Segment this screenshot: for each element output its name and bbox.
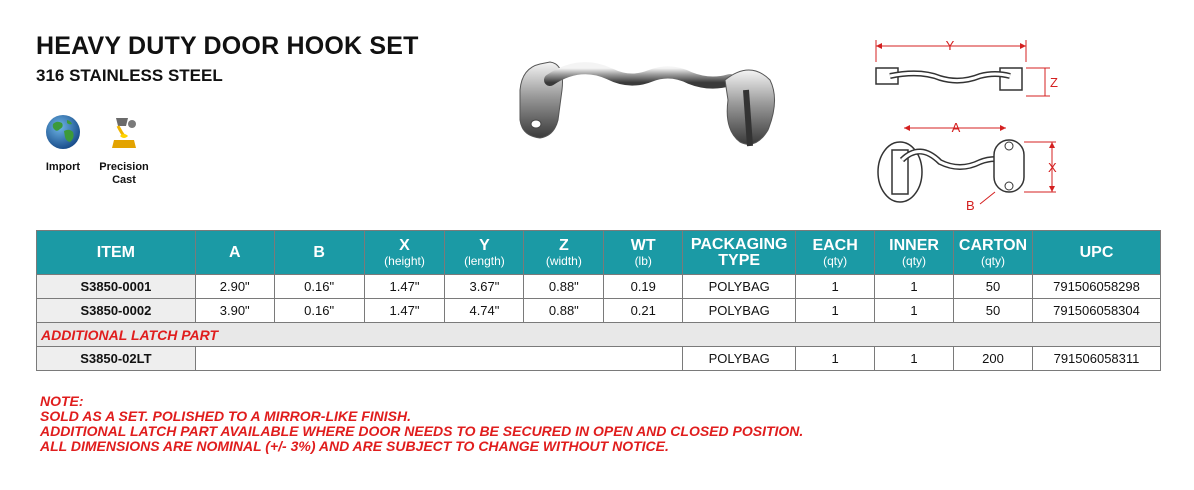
table-header-row	[37, 231, 1161, 275]
item-cell: S3850-0001	[37, 275, 196, 299]
column-header-x: X (height)	[364, 231, 445, 275]
dimension-label-y: Y	[945, 38, 955, 53]
a-cell: 2.90"	[195, 275, 274, 299]
x-cell: 1.47"	[364, 299, 445, 323]
import-badge	[28, 114, 98, 174]
b-cell: 0.16"	[274, 299, 364, 323]
badge-label: Import	[45, 161, 81, 173]
note-line: SOLD AS A SET. POLISHED TO A MIRROR-LIKE FINISH.	[40, 408, 412, 424]
notes-heading: NOTE:	[40, 393, 84, 409]
wt-cell: 0.19	[604, 275, 683, 299]
casting-icon	[106, 114, 142, 150]
page-subtitle: 316 STAINLESS STEEL	[36, 66, 223, 85]
upc-cell: 791506058304	[1032, 299, 1160, 323]
column-header-b: B	[274, 231, 364, 275]
column-header-packaging: PACKAGING TYPE	[683, 231, 796, 275]
inner-cell: 1	[875, 299, 954, 323]
y-cell: 4.74"	[445, 299, 524, 323]
z-cell: 0.88"	[524, 275, 604, 299]
dimension-label-x: X	[1048, 160, 1057, 175]
each-cell: 1	[796, 299, 875, 323]
inner-cell: 1	[875, 347, 954, 371]
note-line: ALL DIMENSIONS ARE NOMINAL (+/- 3%) AND ARE SUBJECT TO CHANGE WITHOUT NOTICE.	[40, 438, 669, 454]
a-cell: 3.90"	[195, 299, 274, 323]
table-row	[37, 275, 1161, 299]
empty-dimension-cell	[195, 347, 682, 371]
x-cell: 1.47"	[364, 275, 445, 299]
each-cell: 1	[796, 347, 875, 371]
globe-icon	[45, 114, 81, 150]
packaging-cell: POLYBAG	[683, 275, 796, 299]
dimension-label-a: A	[951, 120, 961, 135]
dimension-label-z: Z	[1050, 75, 1058, 90]
precision-cast-badge	[89, 114, 159, 187]
table-row	[37, 347, 1161, 371]
each-cell: 1	[796, 275, 875, 299]
section-row	[37, 323, 1161, 347]
column-header-carton: CARTON (qty)	[954, 231, 1033, 275]
dimension-label-b: B	[966, 198, 975, 213]
carton-cell: 200	[954, 347, 1033, 371]
column-header-inner: INNER (qty)	[875, 231, 954, 275]
page-title: HEAVY DUTY DOOR HOOK SET	[36, 32, 419, 60]
notes-block	[40, 394, 803, 454]
packaging-cell: POLYBAG	[683, 347, 796, 371]
y-cell: 3.67"	[445, 275, 524, 299]
upc-cell: 791506058311	[1032, 347, 1160, 371]
upc-cell: 791506058298	[1032, 275, 1160, 299]
note-line: ADDITIONAL LATCH PART AVAILABLE WHERE DOOR NEEDS TO BE SECURED IN OPEN AND CLOSED POSITION.	[40, 423, 804, 439]
column-header-z: Z (width)	[524, 231, 604, 275]
product-photo	[510, 50, 800, 160]
b-cell: 0.16"	[274, 275, 364, 299]
column-header-each: EACH (qty)	[796, 231, 875, 275]
column-header-upc: UPC	[1032, 231, 1160, 275]
column-header-wt: WT (lb)	[604, 231, 683, 275]
carton-cell: 50	[954, 275, 1033, 299]
section-label: ADDITIONAL LATCH PART	[37, 323, 1161, 347]
column-header-a: A	[195, 231, 274, 275]
specifications-table	[36, 230, 1161, 371]
table-row	[37, 299, 1161, 323]
item-cell: S3850-02LT	[37, 347, 196, 371]
inner-cell: 1	[875, 275, 954, 299]
column-header-item: ITEM	[37, 231, 196, 275]
item-cell: S3850-0002	[37, 299, 196, 323]
badge-label: Precision Cast	[99, 161, 149, 186]
column-header-y: Y (length)	[445, 231, 524, 275]
dimension-diagram	[860, 32, 1080, 217]
carton-cell: 50	[954, 299, 1033, 323]
packaging-cell: POLYBAG	[683, 299, 796, 323]
wt-cell: 0.21	[604, 299, 683, 323]
z-cell: 0.88"	[524, 299, 604, 323]
